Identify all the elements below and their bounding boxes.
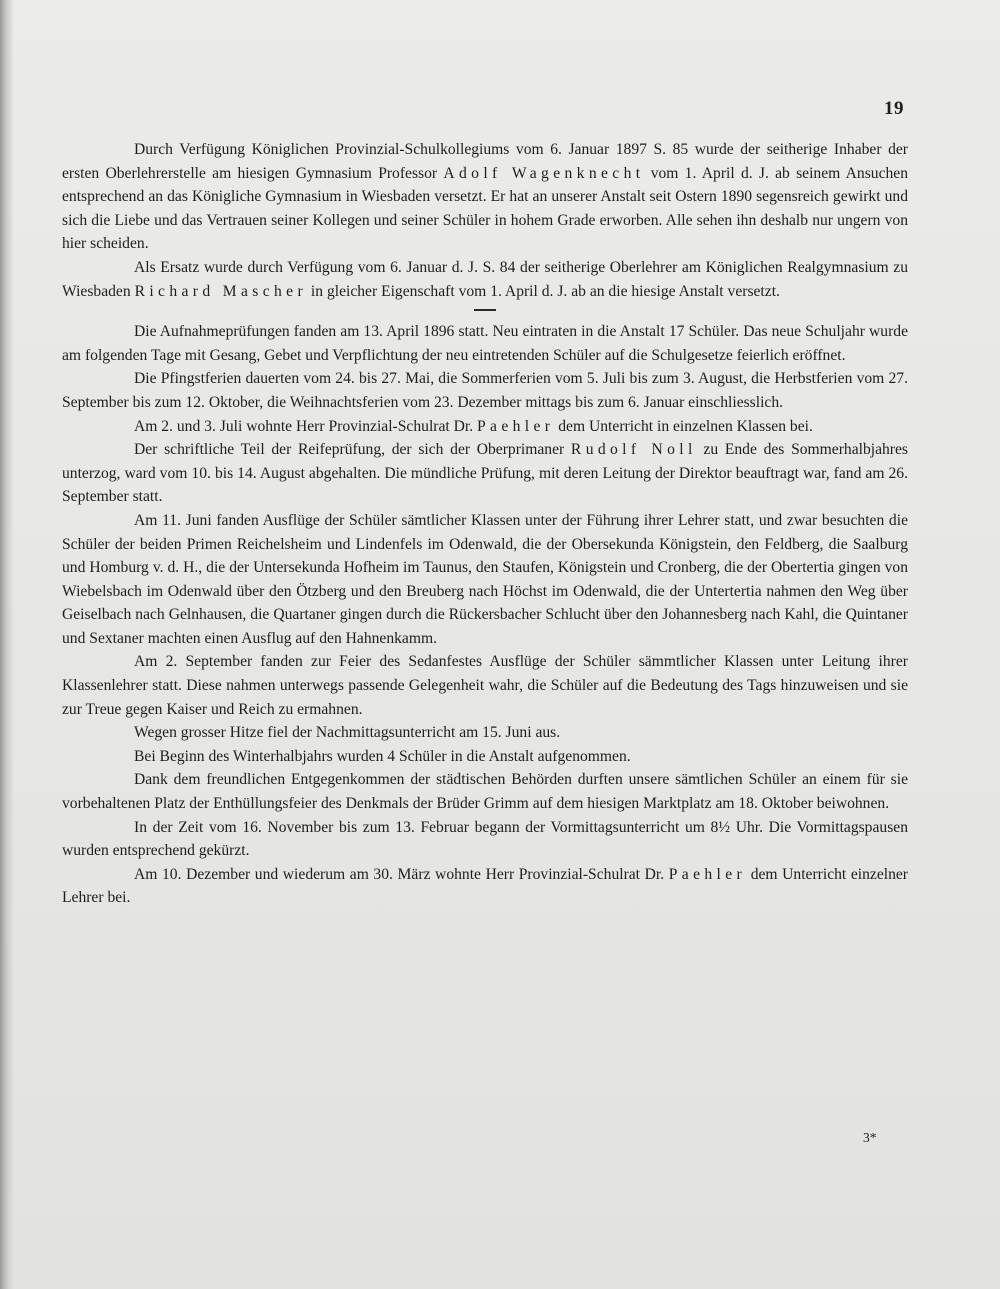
person-name: Adolf Wagenknecht: [443, 164, 645, 182]
signature-mark: 3*: [863, 1130, 877, 1145]
paragraph: Dank dem freundlichen Entgegenkommen der städtischen Behörden durften unsere sämtlichen Schüler an einem für sie vorbehaltenen Platz der Enthüllungsfeier des Denkmals der Brüder Grimm auf dem hiesigen Marktplatz am 18. Oktober beiwohnen.: [62, 771, 908, 813]
paragraph: Am 11. Juni fanden Ausflüge der Schüler sämtlicher Klassen unter der Führung ihrer Lehrer statt, und zwar besuchten die Schüler der beiden Primen Reichelsheim und Lindenfels im Odenwald, die der Obersekunda Königstein, den Feldberg, die Saalburg und Homburg v. d. H., die der Untersekunda Hofheim im Taunus, den Staufen, Königstein und Cronberg, die der Obertertia gingen von Wiebelsbach im Odenwald über den Ötzberg und den Breuberg nach Höchst im Odenwald, die der Untertertia nahmen den Weg über Geiselbach nach Gelnhausen, die Quartaner gingen durch die Rückersbacher Schlucht über den Johannesberg nach Kahl, die Quintaner und Sextaner machten einen Ausflug auf den Hahnenkamm.: [62, 511, 908, 647]
paragraph: [62, 863, 908, 910]
paragraph: In der Zeit vom 16. November bis zum 13. Februar begann der Vormittagsunterricht um 8½ Uhr. Die Vormittagspausen wurden entsprechend gekürzt.: [62, 818, 908, 860]
paragraph-text: Am 2. und 3. Juli wohnte Herr Provinzial-Schulrat Dr.: [134, 417, 478, 435]
section-divider: [474, 309, 496, 311]
paragraph-text: Am 10. Dezember und wiederum am 30. März wohnte Herr Provinzial-Schulrat Dr.: [134, 865, 669, 883]
paragraph: [62, 256, 908, 303]
paragraph-text: Der schriftliche Teil der Reifeprüfung, der sich der Oberprimaner: [134, 441, 571, 459]
person-name: Rudolf Noll: [570, 441, 697, 459]
paragraph: [62, 438, 908, 509]
body-text: [62, 138, 908, 910]
paragraph-text: in gleicher Eigenschaft vom 1. April d. J. ab an die hiesige Anstalt versetzt.: [307, 282, 780, 300]
paragraph-text: dem Unterricht einzelner Lehrer bei.: [62, 865, 909, 907]
person-name: Paehler: [477, 417, 555, 435]
paragraph-text: vom 1. April d. J. ab seinem Ansuchen entsprechend an das Königliche Gymnasium in Wiesbaden versetzt. Er hat an unserer Anstalt seit Ostern 1890 segensreich gewirkt und sich die Liebe und das Vertrauen seiner Kollegen und seiner Schüler in hohem Grade erworben. Alle sehen ihn deshalb nur ungern von hier scheiden.: [62, 164, 909, 253]
page-number: 19: [884, 98, 904, 119]
paragraph: Die Aufnahmeprüfungen fanden am 13. April 1896 statt. Neu eintraten in die Anstalt 17 Schüler. Das neue Schuljahr wurde am folgenden Tage mit Gesang, Gebet und Verpflichtung der neu eintretenden Schüler auf die Schulgesetze feierlich eröffnet.: [62, 323, 908, 364]
paragraph: Wegen grosser Hitze fiel der Nachmittagsunterricht am 15. Juni aus.: [134, 724, 561, 742]
paragraph: [62, 138, 908, 256]
paragraph-text: Als Ersatz wurde durch Verfügung vom 6. Januar d. J. S. 84 der seitherige Oberlehrer am Königlichen Realgymnasium zu Wiesbaden: [62, 258, 908, 300]
paragraph: [62, 415, 908, 439]
binding-shadow: [0, 0, 14, 1289]
person-name: Paehler: [668, 865, 747, 883]
person-name: Richard Mascher: [134, 282, 308, 300]
paragraph-text: Durch Verfügung Königlichen Provinzial-Schulkollegiums vom 6. Januar 1897 S. 85 wurde der seitherige Inhaber der ersten Oberlehrerstelle am hiesigen Gymnasium Professor: [62, 141, 908, 182]
paragraph: Am 2. September fanden zur Feier des Sedanfestes Ausflüge der Schüler sämmtlicher Klassen unter Leitung ihrer Klassenlehrer statt. Diese nahmen unterwegs passende Gelegenheit wahr, die Schüler auf die Bedeutung des Tags hinzuweisen und sie zur Treue gegen Kaiser und Reich zu ermahnen.: [62, 653, 908, 718]
paragraph-text: zu Ende des Sommerhalbjahres unterzog, ward vom 10. bis 14. August abgehalten. Die mündliche Prüfung, mit deren Leitung der Direktor beauftragt war, fand am 26. September statt.: [62, 441, 908, 506]
paragraph-text: dem Unterricht in einzelnen Klassen bei.: [554, 417, 813, 435]
paragraph: Die Pfingstferien dauerten vom 24. bis 27. Mai, die Sommerferien vom 5. Juli bis zum 3. August, die Herbstferien vom 27. September bis zum 12. Oktober, die Weihnachtsferien vom 23. Dezember mittags bis zum 6. Januar einschliesslich.: [62, 370, 908, 411]
paragraph: Bei Beginn des Winterhalbjahrs wurden 4 Schüler in die Anstalt aufgenommen.: [134, 747, 631, 765]
